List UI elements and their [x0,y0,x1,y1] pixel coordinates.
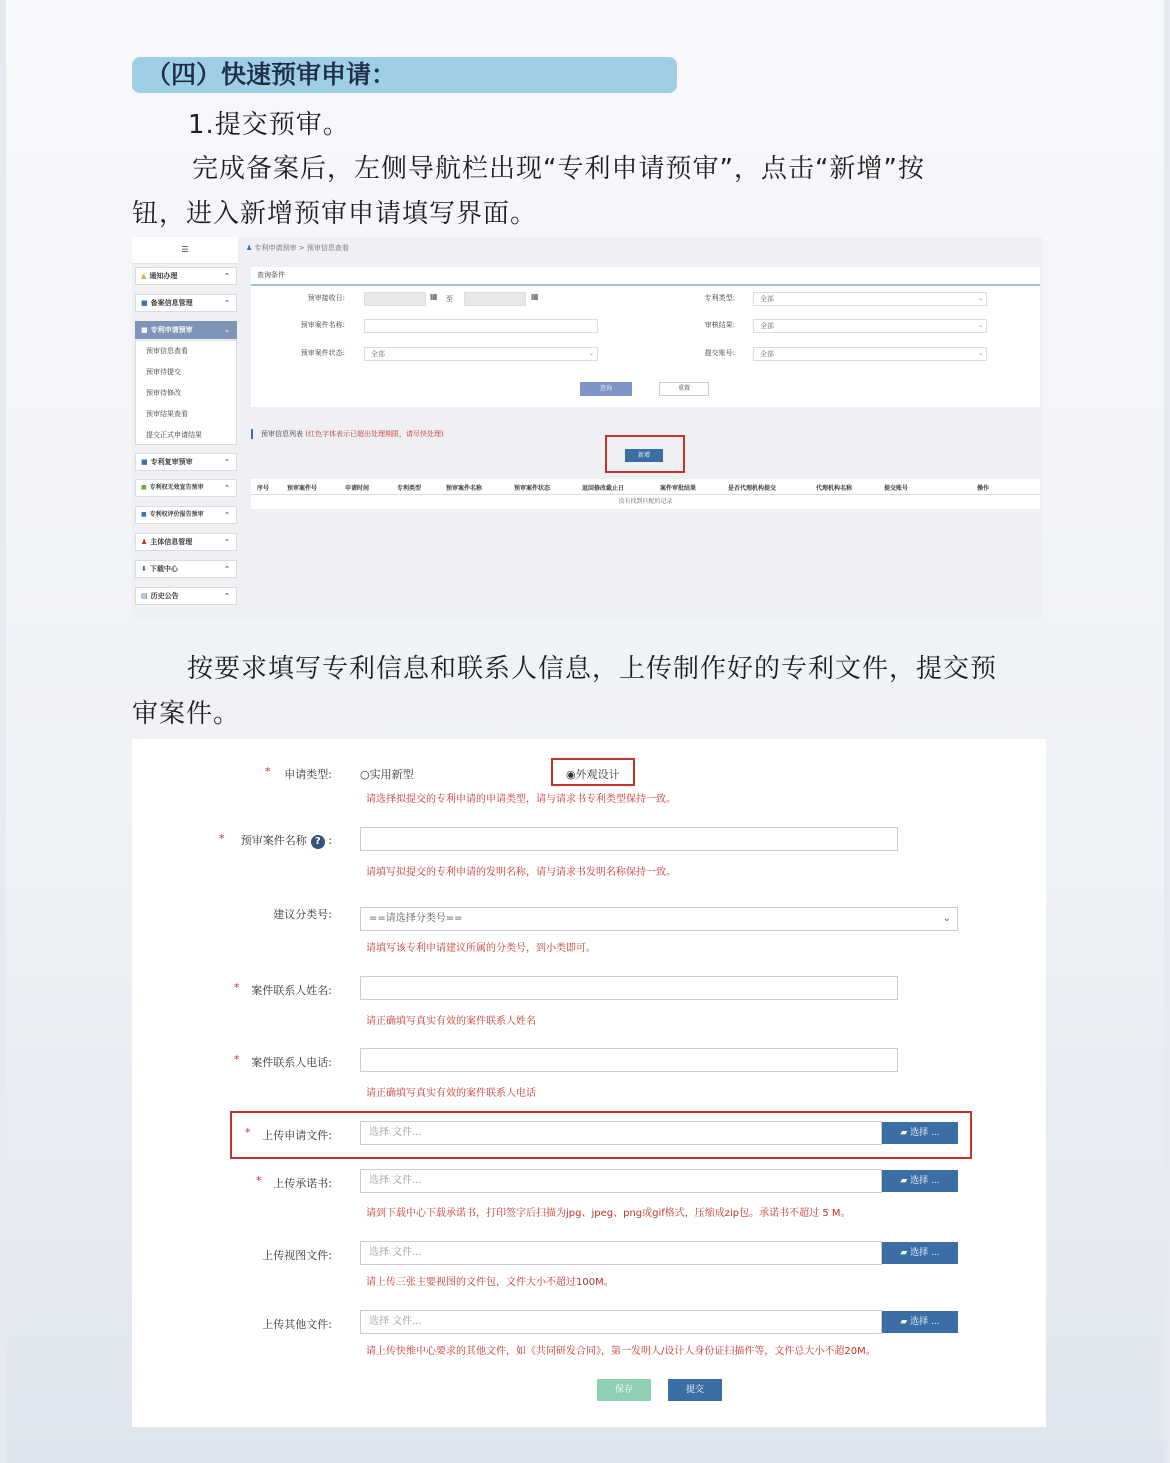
help-icon[interactable]: ? [311,835,325,849]
required-star: * [234,981,240,994]
breadcrumb: ♟ 专利申请预审 > 预审信息查看 [246,244,349,252]
column-header: 代理机构名称 [816,485,853,492]
document-icon: ■ [141,484,147,491]
submit-account-label: 提交账号: [704,349,735,357]
chevron-up-icon: ⌃ [224,592,230,600]
case-name-hint: 请填写拟提交的专利申请的发明名称，请与请求书发明名称保持一致。 [366,867,676,878]
column-header: 提交账号 [884,485,909,492]
upload-view-label: 上传视图文件: [262,1249,332,1262]
chevron-down-icon: ⌄ [588,350,594,357]
date-to-input[interactable] [464,292,526,306]
nav-item-evaluation[interactable]: ■ 专利权评价报告预审 ⌃ [135,506,237,524]
nav-item-notice[interactable]: ▲ 通知办理 ⌃ [135,267,237,285]
contact-name-hint: 请正确填写真实有效的案件联系人姓名 [366,1016,536,1027]
column-header: 操作 [977,485,990,492]
case-name-input[interactable] [364,319,598,333]
subnav-item[interactable]: 提交正式申请结果 [146,431,202,439]
page-edge-right [1164,0,1170,1463]
contact-phone-input[interactable] [360,1048,898,1072]
upload-view-hint: 请上传三张主要视图的文件包，文件大小不超过100M。 [366,1277,614,1288]
upload-other-input[interactable]: 选择 文件... [360,1310,882,1334]
nav-item-history[interactable]: ▤ 历史公告 ⌃ [135,587,237,605]
radio-empty-icon: ○ [360,768,370,781]
chevron-up-icon: ⌃ [224,484,230,492]
case-status-select[interactable]: 全部 ⌄ [364,347,598,361]
table-header [251,479,1040,495]
contact-name-label: 案件联系人姓名: [251,984,332,997]
chevron-up-icon: ⌃ [224,299,230,307]
chevron-down-icon: ⌄ [977,322,983,329]
app-type-label: 申请类型: [284,768,332,781]
reset-button[interactable]: 重置 [659,382,709,396]
folder-open-icon: ▰ [900,1317,911,1327]
nav-item-download[interactable]: ⬇ 下载中心 ⌃ [135,560,237,578]
column-header: 序号 [257,485,270,492]
chevron-down-icon: ⌄ [977,350,983,357]
folder-open-icon: ▰ [900,1128,911,1138]
folder-open-icon: ▰ [900,1248,911,1258]
radio-design[interactable]: ◉外观设计 [566,768,620,781]
review-result-select[interactable]: 全部 ⌄ [753,319,987,333]
review-result-label: 审核结果: [704,321,735,329]
column-header: 预审案件状态 [514,485,551,492]
list-note: (红色字体表示已超出处理期限，请尽快处理) [305,430,444,438]
case-name-input[interactable] [360,827,898,851]
upload-app-select-button[interactable]: ▰ 选择 ... [882,1122,958,1144]
column-header: 预审案件名称 [446,485,483,492]
upload-view-input[interactable]: 选择 文件... [360,1241,882,1265]
upload-promise-label: 上传承诺书: [273,1177,332,1190]
case-status-label: 预审案件状态: [300,349,345,357]
folder-icon: ■ [141,458,148,466]
list-panel [251,421,1040,521]
case-name-label: 预审案件名称 ? : [240,834,332,847]
section-heading: （四）快速预审申请： [132,57,677,93]
chevron-up-icon: ⌃ [224,565,230,573]
step-title: 1.提交预审。 [188,110,350,140]
column-header: 预审案件号 [287,485,318,492]
subnav [135,340,237,445]
chevron-down-icon: ⌄ [942,913,951,924]
nav-item-filing[interactable]: ■ 备案信息管理 ⌃ [135,294,237,312]
subnav-item[interactable]: 预审信息查看 [146,347,188,355]
upload-promise-hint: 请到下载中心下载承诺书，打印签字后扫描为jpg、jpeg、png或gif格式，压缩成zip包。承诺书不超过 5 M。 [366,1208,851,1219]
nav-item-patent-prereview[interactable]: ■ 专利申请预审 ⌄ [135,321,237,339]
app-type-hint: 请选择拟提交的专利申请的申请类型，请与请求书专利类型保持一致。 [366,794,676,805]
new-button[interactable]: 新增 [625,449,663,462]
calendar-icon[interactable]: ▦ [430,292,438,301]
notice-icon: ▤ [141,592,148,600]
column-header: 专利类型 [397,485,422,492]
no-records: 没有找到匹配的记录 [251,495,1040,509]
chevron-up-icon: ⌃ [224,272,230,280]
upload-promise-input[interactable]: 选择 文件... [360,1169,882,1193]
upload-other-label: 上传其他文件: [262,1318,332,1331]
paragraph-1-line-1: 完成备案后，左侧导航栏出现“专利申请预审”，点击“新增”按 [192,154,925,184]
patent-type-select[interactable]: 全部 ⌄ [753,292,987,306]
page-edge-left [0,0,6,1463]
bell-icon: ▲ [141,272,147,280]
upload-promise-select-button[interactable]: ▰ 选择 ... [882,1170,958,1192]
folder-open-icon: ▰ [900,1176,911,1186]
submit-button[interactable]: 提交 [668,1379,722,1401]
radio-checked-icon: ◉ [566,768,576,781]
download-icon: ⬇ [141,565,147,573]
save-button[interactable]: 保存 [597,1379,651,1401]
patent-type-label: 专利类型: [704,294,735,302]
required-star: * [256,1174,262,1187]
chevron-up-icon: ⌃ [224,538,230,546]
chevron-down-icon: ⌄ [224,326,230,334]
sidebar [132,237,238,619]
class-label: 建议分类号: [273,908,332,921]
folder-icon: ■ [141,511,147,518]
subnav-item[interactable]: 预审待提交 [146,368,181,376]
paragraph-2-line-1: 按要求填写专利信息和联系人信息，上传制作好的专利文件，提交预 [187,654,998,684]
query-title: 查询条件 [251,267,1040,286]
submit-account-select[interactable]: 全部 ⌄ [753,347,987,361]
chevron-up-icon: ⌃ [224,511,230,519]
to-label: 至 [446,295,453,303]
required-star: * [245,1126,251,1139]
list-title: 预审信息列表 (红色字体表示已超出处理期限，请尽快处理) [251,429,444,439]
upload-app-input[interactable]: 选择 文件... [360,1121,882,1145]
user-icon: ♟ [141,538,148,546]
subnav-item[interactable]: 预审结果查看 [146,410,188,418]
contact-phone-hint: 请正确填写真实有效的案件联系人电话 [366,1088,536,1099]
screenshot-prereview-list [132,237,1042,619]
column-header: 返回修改截止日 [582,485,625,492]
screenshot-prereview-form [132,739,1046,1427]
upload-view-select-button[interactable]: ▰ 选择 ... [882,1242,958,1264]
radio-utility-model[interactable]: ○实用新型 [360,768,414,781]
subnav-item[interactable]: 预审待修改 [146,389,181,397]
nav-item-reexam[interactable]: ■ 专利复审预审 ⌃ [135,453,237,471]
case-name-label: 预审案件名称: [300,321,345,329]
paragraph-1-line-2: 钮，进入新增预审申请填写界面。 [132,199,538,229]
contact-phone-label: 案件联系人电话: [251,1056,332,1069]
required-star: * [234,1053,240,1066]
column-header: 申请时间 [345,485,370,492]
receive-date-label: 预审接收日: [307,294,345,302]
user-icon: ♟ [246,244,253,252]
contact-name-input[interactable] [360,976,898,1000]
upload-app-label: 上传申请文件: [262,1129,332,1142]
nav-item-invalidation[interactable]: ■ 专利权无效宣告预审 ⌃ [135,479,237,497]
calendar-icon[interactable]: ▦ [531,292,539,301]
chevron-up-icon: ⌃ [224,458,230,466]
nav-item-subject[interactable]: ♟ 主体信息管理 ⌃ [135,533,237,551]
column-header: 案件审批结果 [660,485,697,492]
folder-icon: ■ [141,299,148,307]
required-star: * [219,832,225,845]
document-icon: ■ [141,326,148,334]
required-star: * [265,765,271,778]
query-panel [251,267,1040,407]
column-header: 是否代理机构提交 [728,485,777,492]
class-select[interactable]: ==请选择分类号== ⌄ [360,907,958,931]
upload-other-select-button[interactable]: ▰ 选择 ... [882,1311,958,1333]
upload-other-hint: 请上传快维中心要求的其他文件，如《共同研发合同》，第一发明人/设计人身份证扫描件等，文件总大小不超20M。 [366,1346,876,1357]
paragraph-2-line-2: 审案件。 [132,699,241,729]
menu-icon[interactable]: ☰ [132,237,238,264]
query-button[interactable]: 查询 [580,382,632,396]
class-hint: 请填写该专利申请建议所属的分类号，到小类即可。 [366,943,596,954]
chevron-down-icon: ⌄ [977,295,983,302]
